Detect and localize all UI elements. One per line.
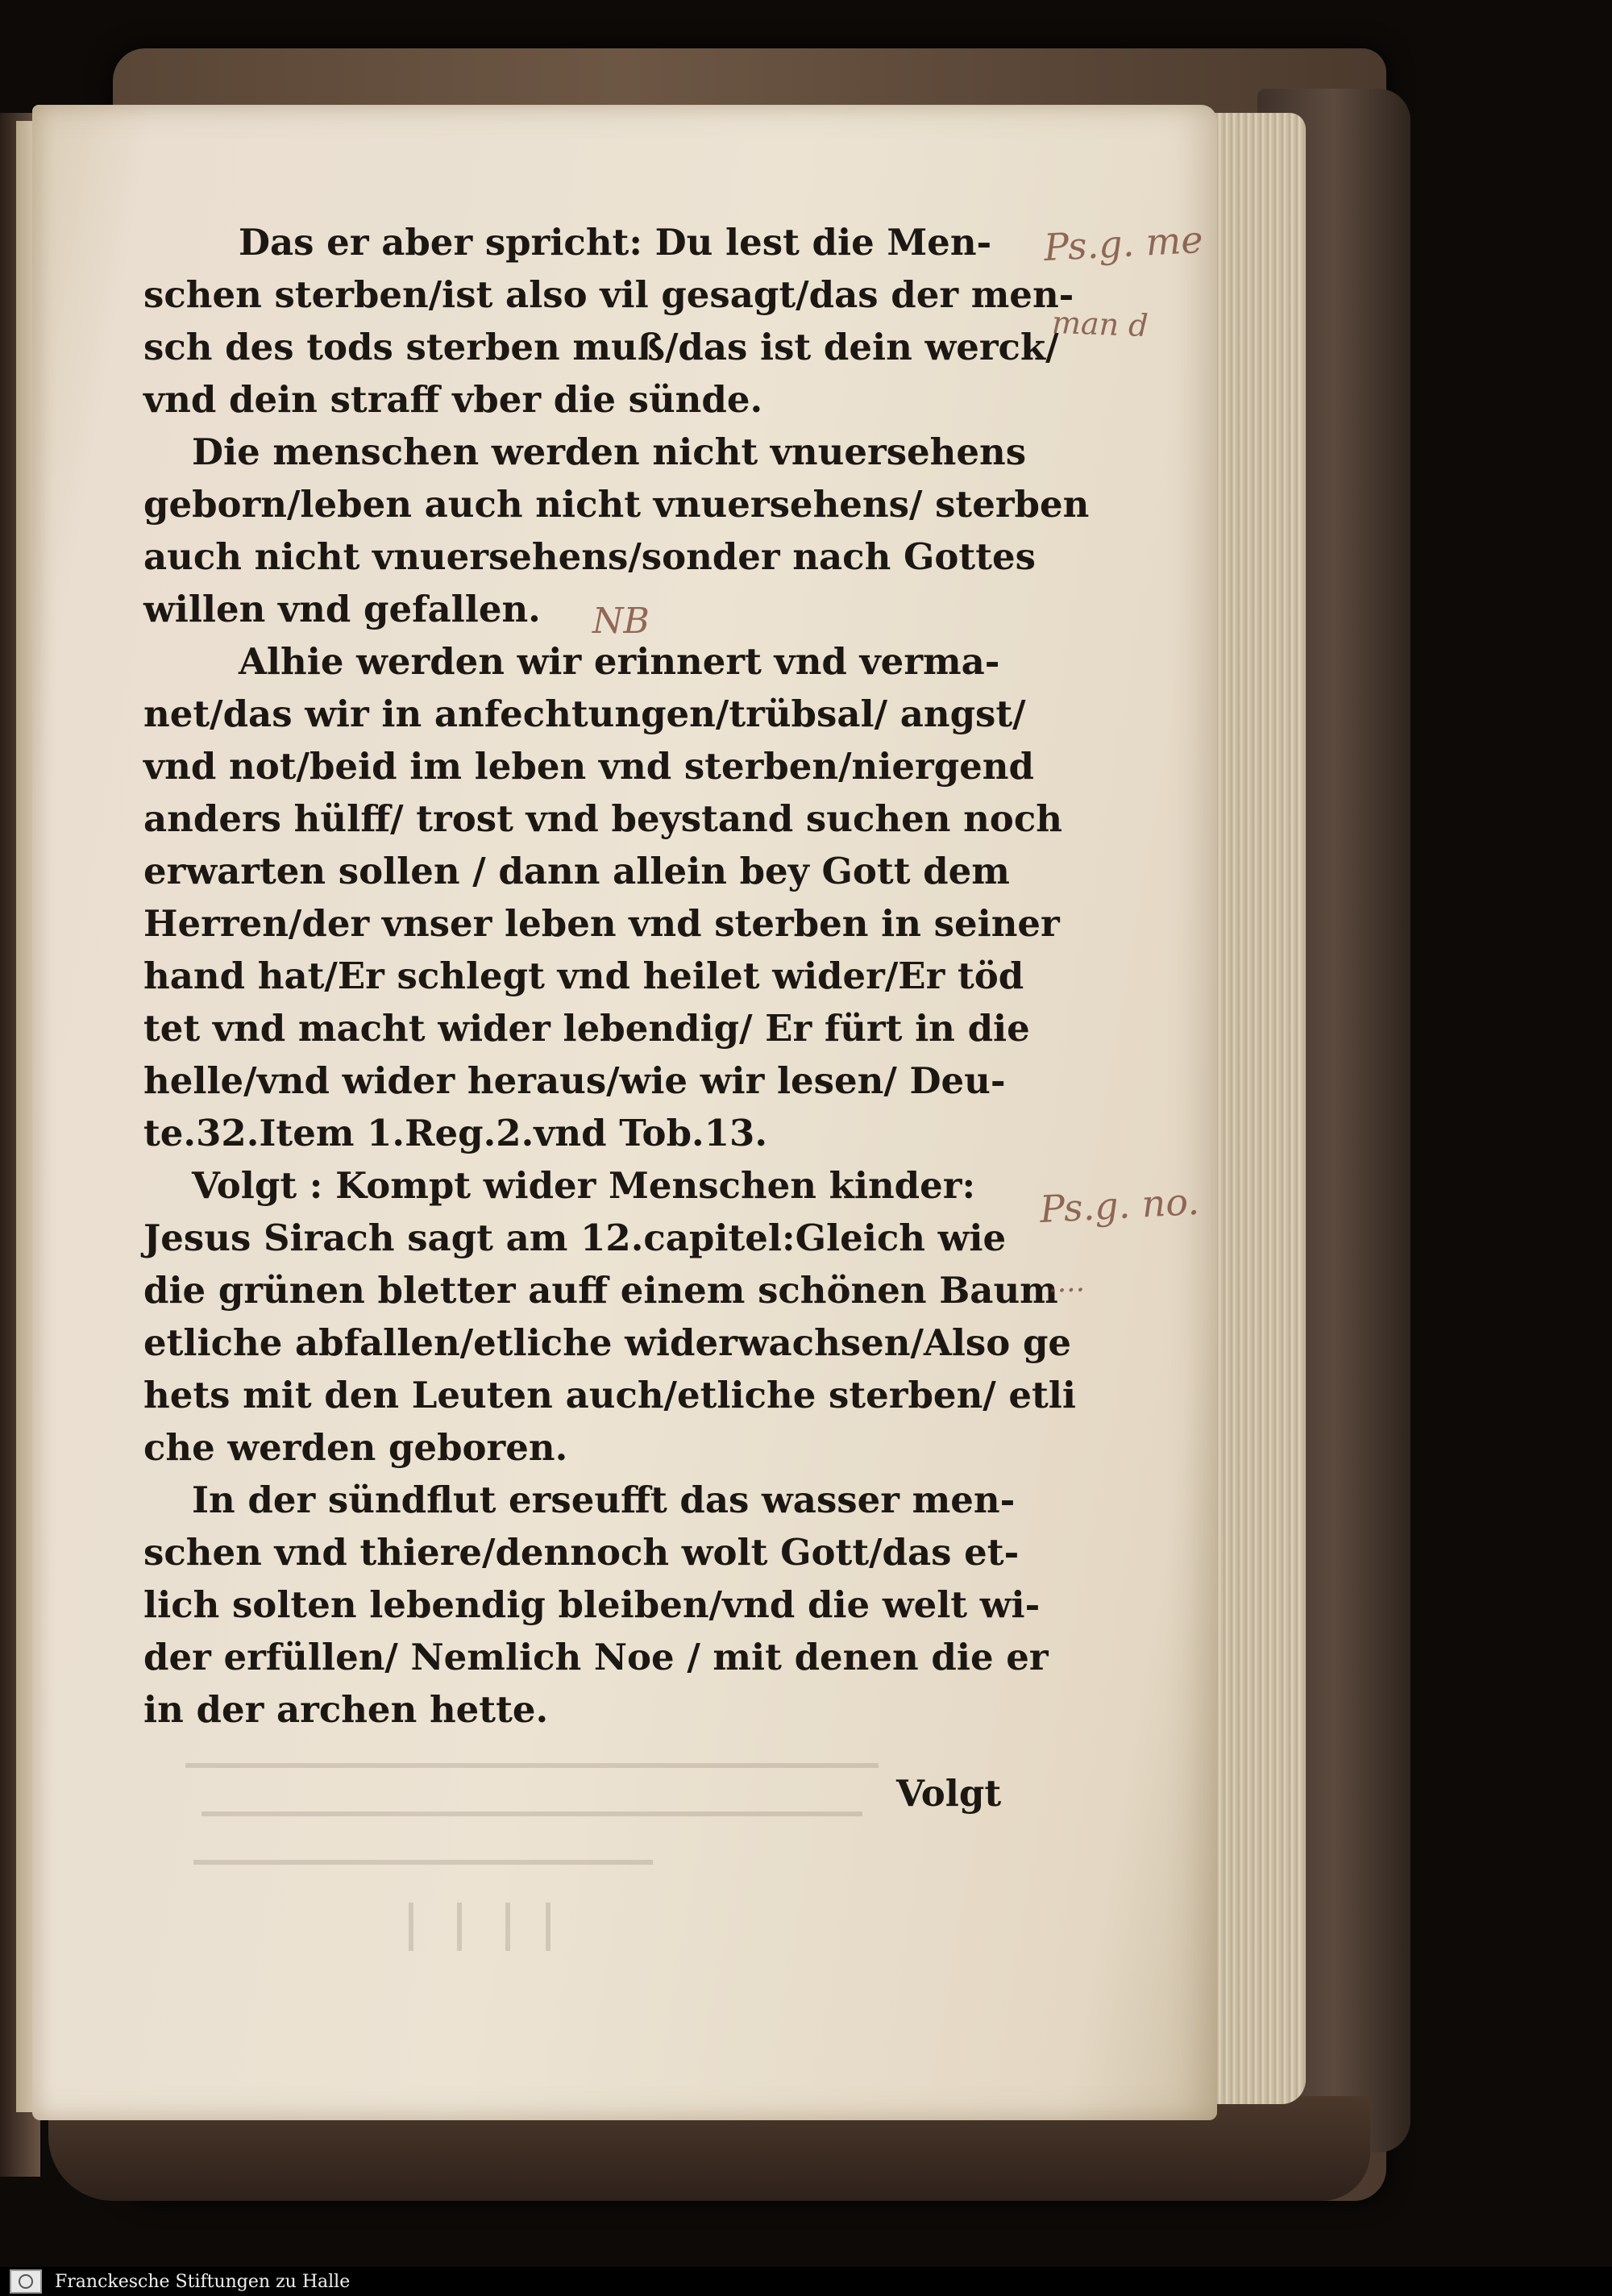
footer-institution: Franckesche Stiftungen zu Halle [55, 2271, 351, 2292]
text-line: die grünen bletter auff einem schönen Baum [143, 1269, 1058, 1312]
footer-bar [0, 2267, 1612, 2296]
text-line: schen vnd thiere/dennoch wolt Gott/das et- [143, 1531, 1020, 1574]
text-line: tet vnd macht wider lebendig/ Er fürt in die [143, 1007, 1030, 1050]
marginal-note: .... [1047, 1265, 1086, 1300]
text-line: hand hat/Er schlegt vnd heilet wider/Er töd [143, 955, 1024, 997]
text-line: auch nicht vnuersehens/sonder nach Gottes [143, 535, 1036, 578]
catchword: Volgt [896, 1772, 1002, 1815]
text-line: net/das wir in anfechtungen/trübsal/ angst/ [143, 693, 1026, 735]
text-line: Das er aber spricht: Du lest die Men- [239, 221, 992, 264]
text-line: te.32.Item 1.Reg.2.vnd Tob.13. [143, 1112, 767, 1154]
text-line: schen sterben/ist also vil gesagt/das der men- [143, 273, 1074, 316]
text-line: in der archen hette. [143, 1688, 549, 1731]
text-line: Jesus Sirach sagt am 12.capitel:Gleich wie [143, 1217, 1007, 1259]
text-line: hets mit den Leuten auch/etliche sterben/ etli [143, 1374, 1076, 1416]
text-line: vnd not/beid im leben vnd sterben/niergend [143, 745, 1034, 788]
marginal-note: Ps.g. no. [1038, 1179, 1201, 1232]
text-line: Alhie werden wir erinnert vnd verma- [239, 640, 1000, 683]
text-line: geborn/leben auch nicht vnuersehens/ sterben [143, 483, 1090, 526]
bleed-through-text [169, 1733, 895, 1975]
text-line: Herren/der vnser leben vnd sterben in seiner [143, 902, 1060, 945]
text-line: che werden geboren. [143, 1426, 568, 1469]
text-line: erwarten sollen / dann allein bey Gott dem [143, 850, 1010, 892]
institution-logo-icon [10, 2269, 42, 2294]
text-line: vnd dein straff vber die sünde. [143, 378, 763, 421]
marginal-note-nb: NB [592, 601, 650, 642]
text-line: lich solten lebendig bleiben/vnd die welt wi- [143, 1583, 1041, 1626]
marginal-note: man d [1051, 304, 1149, 344]
page-text [143, 216, 1090, 1736]
text-line: der erfüllen/ Nemlich Noe / mit denen die er [143, 1636, 1049, 1678]
text-line: In der sündflut erseufft das wasser men- [192, 1479, 1016, 1521]
text-line: willen vnd gefallen. [143, 588, 541, 630]
text-line: etliche abfallen/etliche widerwachsen/Also ge [143, 1321, 1072, 1364]
text-line: sch des tods sterben muß/das ist dein werck/ [143, 326, 1059, 368]
marginal-note: Ps.g. me [1042, 217, 1204, 270]
text-line: anders hülff/ trost vnd beystand suchen noch [143, 797, 1062, 840]
text-line: helle/vnd wider heraus/wie wir lesen/ Deu- [143, 1059, 1006, 1102]
text-line: Die menschen werden nicht vnuersehens [192, 430, 1027, 473]
text-line: Volgt : Kompt wider Menschen kinder: [192, 1164, 976, 1207]
